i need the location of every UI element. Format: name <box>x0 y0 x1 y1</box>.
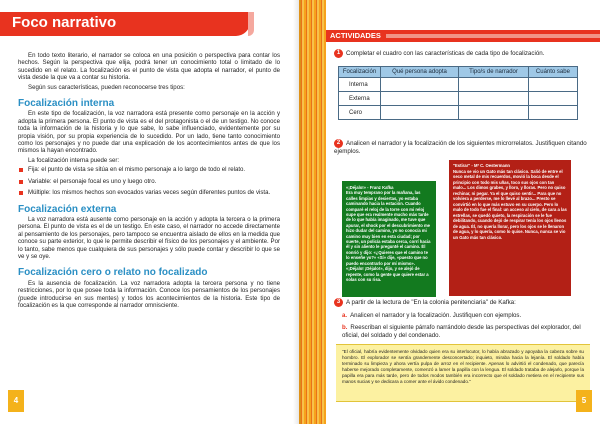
question-number-2: 2 <box>334 139 343 148</box>
table-cell[interactable] <box>459 92 529 106</box>
table-cell[interactable] <box>459 106 529 120</box>
table-cell[interactable] <box>381 78 459 92</box>
question-number-1: 1 <box>334 49 343 58</box>
table-row <box>339 106 578 120</box>
book-spine <box>299 0 326 424</box>
row-label: Interna <box>339 78 381 92</box>
question-number-3: 3 <box>334 298 343 307</box>
question-3-text: A partir de la lectura de "En la colonia penitenciaria" de Kafka: <box>346 299 516 307</box>
table-header: Tipo/s de narrador <box>459 67 529 78</box>
row-label: Externa <box>339 92 381 106</box>
zero-paragraph: Es la ausencia de focalización. La voz narradora adopta la tercera persona y no tiene restricciones, por lo que posee toda la información. Conoce los pensamientos de los personajes (puede introducirse en sus mentes) y todos los acontecimientos de la historia. Este tipo de focalización es la que corresponde al narrador omnisciente. <box>18 279 280 309</box>
activities-header <box>326 30 600 42</box>
table-cell[interactable] <box>528 106 577 120</box>
table-cell[interactable] <box>528 92 577 106</box>
title-banner-accent <box>248 12 254 36</box>
question-1 <box>334 49 590 58</box>
internal-paragraph-2: La focalización interna puede ser: <box>28 156 120 164</box>
title-banner <box>0 12 250 36</box>
left-page-body <box>18 52 280 311</box>
list-item: Fija: el punto de vista se sitúa en el mismo personaje a lo largo de todo el relato. <box>18 166 280 173</box>
page-number-left: 4 <box>8 390 24 412</box>
list-item: Variable: el personaje focal es uno y luego otro. <box>18 178 280 185</box>
subquestion-a-text: Analicen el narrador y la focalización. Justifiquen con ejemplos. <box>350 312 522 319</box>
table-header: Cuánto sabe <box>528 67 577 78</box>
page-number-right: 5 <box>576 390 592 412</box>
subquestion-letter: a. <box>342 312 348 319</box>
question-3 <box>334 298 590 307</box>
table-header: Qué persona adopta <box>381 67 459 78</box>
right-page <box>326 0 600 424</box>
table-cell[interactable] <box>528 78 577 92</box>
list-item: Múltiple: los mismos hechos son evocados varias veces según diferentes puntos de vista. <box>18 189 280 196</box>
section-title-internal: Focalización interna <box>18 98 115 110</box>
subquestion-letter: b. <box>342 324 348 331</box>
focalization-table <box>338 66 578 120</box>
kafka-quote-box: "El oficial, habría evidentemente olvidado quien era su interlocutor, lo había abrazado y apoyaba la cabeza sobre su hombro. El explorador se sentía grandemente desconcertado; inquieto, miraba hacia la lejanía. El soldado había terminado su limpieza y ahora vertía pulpa de arroz en el recipiente. Apenas lo advirtió el condenado, que parecía haberse mejorado completamente, comenzó a lamer la papilla con la lengua. El soldado trataba de alejarlo, porque la papilla era para más tarde, pero de todos modos también era incorrecto que el soldado metiera en el recipiente sus manos sucias y se dedicara a comer ante el ávido condenado." <box>336 344 590 402</box>
question-2 <box>334 139 590 156</box>
section-title-zero: Focalización cero o relato no focalizado <box>18 267 208 279</box>
table-header: Focalización <box>339 67 381 78</box>
subquestion-b-text: Reescriban el siguiente párrafo narrándolo desde las perspectivas del explorador, del oficial, del soldado y del condenado. <box>342 324 581 339</box>
page-title: Foco narrativo <box>12 14 117 31</box>
table-cell[interactable] <box>459 78 529 92</box>
question-2-text: Analicen el narrador y la focalización de los siguientes microrrelatos. Justifiquen citando ejemplos. <box>334 140 587 155</box>
spine-shadow <box>293 0 301 424</box>
microstory-kafka-box: «¡Déjalo!» - Franz Kafka Era muy temprano por la mañana, las calles limpias y desiertas, yo estaba caminando hacia la estación. Cuando comparé el reloj de la torre con mi reloj supe que era realmente mucho más tarde de lo que había imaginado, me tuve que apurar, el shock por el descubrimiento me hizo dudar del camino, yo no conocía mi camino muy bien en esta ciudad; por suerte, un policía estaba cerca, corrí hacia él y sin aliento le pregunté el camino. Él sonrió y dijo: «¿Quieres que el camino te lo enseñe yo?» «Sí» dije, «puesto que no puedo encontrarlo por mí mismo». «¡Déjalo! ¡Déjalo!», dijo, y se alejó de repente, como la gente que quiere estar a solas con su risa. <box>342 181 436 297</box>
intro-paragraph: En todo texto literario, el narrador se coloca en una posición o perspectiva para contar los hechos. Según la perspectiva que elija, podrá tener un conocimiento total o limitado de lo sucedido en el relato. La focalización es el punto de vista que adopta el narrador, el punto de vista desde la que va a contar su historia. <box>18 52 280 82</box>
activities-header-stripe <box>386 34 600 38</box>
table-header-row <box>339 67 578 78</box>
table-cell[interactable] <box>381 106 459 120</box>
question-1-text: Completar el cuadro con las características de cada tipo de focalización. <box>346 50 545 58</box>
activities-label: ACTIVIDADES <box>326 30 384 42</box>
table-cell[interactable] <box>381 92 459 106</box>
subquestion-a <box>342 312 592 320</box>
intro-paragraph-2: Según sus características, pueden reconocerse tres tipos: <box>28 83 185 91</box>
internal-paragraph: En este tipo de focalización, la voz narradora está presente como personaje en la acción y adopta la primera persona. El punto de vista es el del protagonista o el de un testigo. No conoce toda la información de la historia y lo que sabe, lo sabe influenciado, evidentemente por su propia visión, por su propia experiencia de lo sucedido. Por un lado, tiene tanto conocimiento como los personajes y no puede dar una explicación de los acontecimientos antes de que los mismos la hayan encontrado. <box>18 110 280 155</box>
microstory-estirar-box: "Estirar" - Mª C. Oestermann Nunca se vio un Gato más tan clásico. Salió de entre el seco metal de mis recuerdos, movió la boca desde el principio con todo mis uñas, toco sus ojos con tan malo... Los dimos grabes, y lloro, y lloras. Pero no quiso rechinar, ni pegar. Ya el que quiso sentir... Para que no volviera a perderse, me lo llevé al brazo... Presto se convirtió en lo que más estuvo en su cuerpo. Pero lo malo de todo fue el final: un acceso al cielo, de cara a las estrellas, se quedó quieto, la respiración se le fue debilitando, cuando dejó de respirar tenía los ojos llenos de agua. Él, no quería llorar, pero los ojos se le llenaron de agua, y lo quería, como lo quise. Nunca, nunca se vio un Gato más tan clásico. <box>449 160 571 296</box>
internal-types-list <box>18 166 280 196</box>
table-row <box>339 92 578 106</box>
subquestion-b <box>342 324 592 339</box>
table-row <box>339 78 578 92</box>
section-title-external: Focalización externa <box>18 203 117 215</box>
row-label: Cero <box>339 106 381 120</box>
left-page <box>0 0 299 424</box>
external-paragraph: La voz narradora está ausente como personaje en la acción y adopta la tercera o la primera persona. El punto de vista es el de un testigo. En este caso, el narrador no accede directamente al pensamiento de los personajes, pero tampoco se encuentra aislado de ellos en la medida que conoce su parte exterior, lo que le permite describir el físico de los personajes y el ambiente. Por lo tanto, sabe menos que cualquiera de sus personajes y sólo puede contar y describir lo que se ve y se oye. <box>18 215 280 260</box>
